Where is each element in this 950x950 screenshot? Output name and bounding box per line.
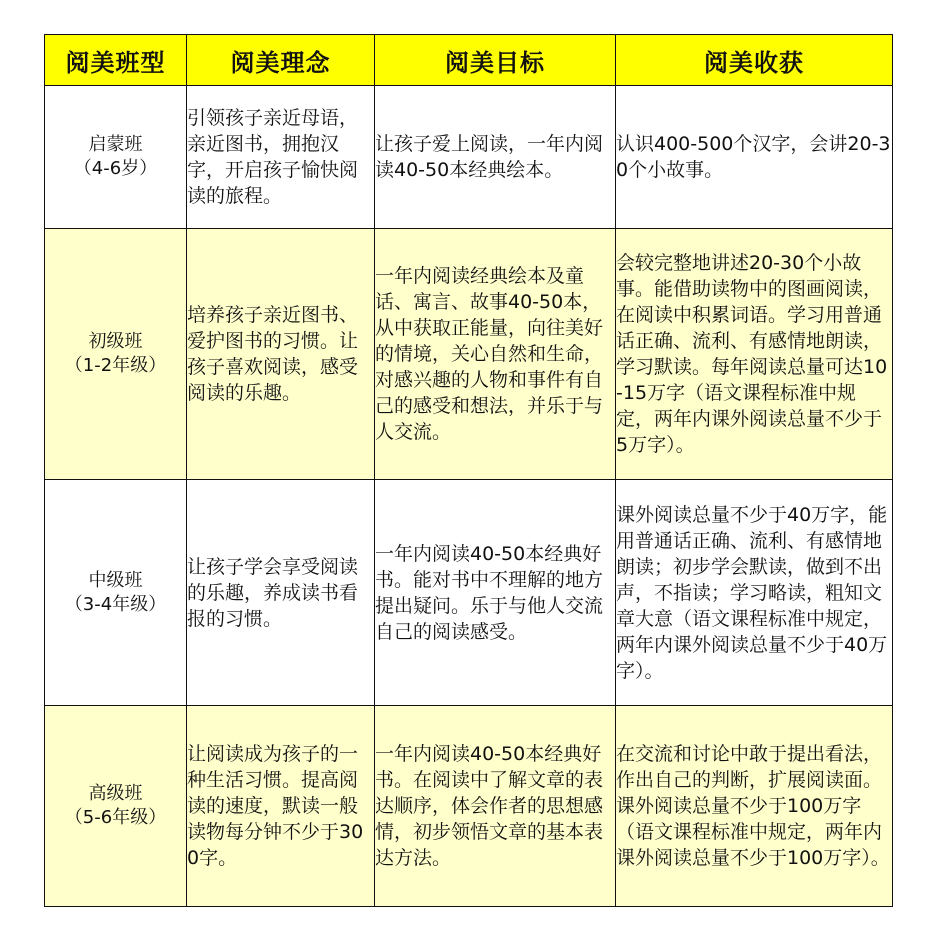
class-cell [45, 86, 187, 229]
table-row [45, 86, 893, 229]
class-range: （4-6岁） [73, 158, 158, 179]
concept-cell: 让阅读成为孩子的一种生活习惯。提高阅读的速度，默读一般读物每分钟不少于300字。 [187, 706, 375, 907]
class-cell [45, 480, 187, 706]
harvest-cell: 课外阅读总量不少于40万字，能用普通话正确、流利、有感情地朗读；初步学会默读，做到不出声，不指读；学习略读，粗知文章大意（语文课程标准中规定，两年内课外阅读总量不少于40万字）。 [616, 480, 893, 706]
goal-cell: 一年内阅读经典绘本及童话、寓言、故事40-50本，从中获取正能量，向往美好的情境，关心自然和生命，对感兴趣的人物和事件有自己的感受和想法，并乐于与人交流。 [375, 229, 616, 480]
class-range: （1-2年级） [64, 355, 167, 376]
harvest-cell: 认识400-500个汉字，会讲20-30个小故事。 [616, 86, 893, 229]
class-name: 初级班 [88, 331, 143, 352]
class-range: （3-4年级） [64, 593, 167, 615]
table-row [45, 229, 893, 480]
header-concept: 阅美理念 [187, 35, 375, 86]
class-name: 启蒙班 [88, 134, 143, 155]
class-name: 中级班 [88, 569, 143, 591]
class-cell [45, 706, 187, 907]
class-cell [45, 229, 187, 480]
goal-cell: 一年内阅读40-50本经典好书。能对书中不理解的地方提出疑问。乐于与他人交流自己的阅读感受。 [375, 480, 616, 706]
harvest-cell: 在交流和讨论中敢于提出看法，作出自己的判断，扩展阅读面。课外阅读总量不少于100万字（语文课程标准中规定，两年内课外阅读总量不少于100万字）。 [616, 706, 893, 907]
header-harvest: 阅美收获 [616, 35, 893, 86]
harvest-cell: 会较完整地讲述20-30个小故事。能借助读物中的图画阅读，在阅读中积累词语。学习用普通话正确、流利、有感情地朗读，学习默读。每年阅读总量可达10-15万字（语文课程标准中规定，两年内课外阅读总量不少于5万字）。 [616, 229, 893, 480]
table-row [45, 706, 893, 907]
concept-cell: 引领孩子亲近母语，亲近图书，拥抱汉字，开启孩子愉快阅读的旅程。 [187, 86, 375, 229]
table-row [45, 480, 893, 706]
header-class-type: 阅美班型 [45, 35, 187, 86]
concept-cell: 培养孩子亲近图书、爱护图书的习惯。让孩子喜欢阅读，感受阅读的乐趣。 [187, 229, 375, 480]
goal-cell: 一年内阅读40-50本经典好书。在阅读中了解文章的表达顺序，体会作者的思想感情，初步领悟文章的基本表达方法。 [375, 706, 616, 907]
class-range: （5-6年级） [64, 807, 167, 828]
goal-cell: 让孩子爱上阅读，一年内阅读40-50本经典绘本。 [375, 86, 616, 229]
header-goal: 阅美目标 [375, 35, 616, 86]
class-name: 高级班 [88, 783, 143, 804]
reading-program-table [44, 34, 893, 907]
concept-cell: 让孩子学会享受阅读的乐趣，养成读书看报的习惯。 [187, 480, 375, 706]
header-row [45, 35, 893, 86]
